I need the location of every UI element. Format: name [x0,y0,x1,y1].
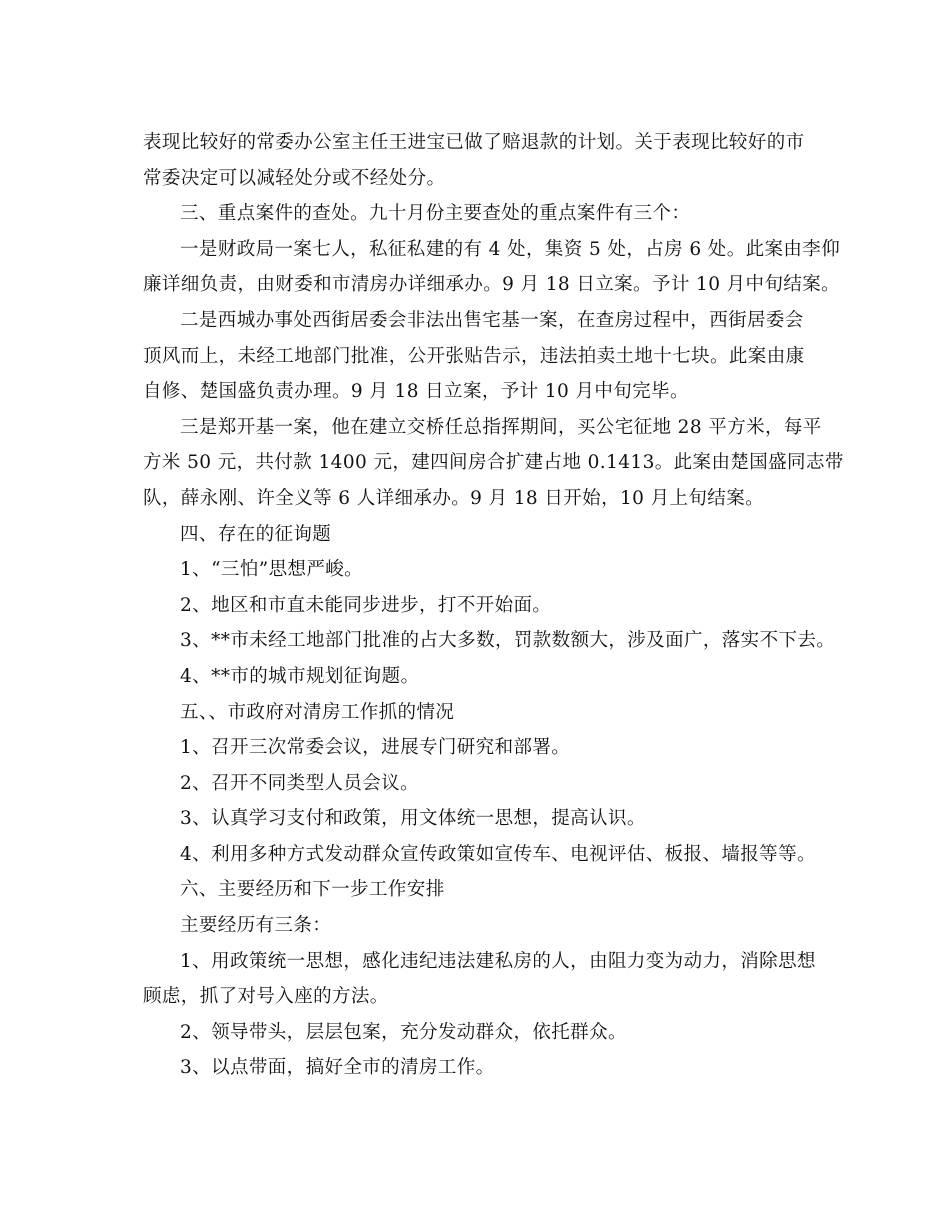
section-heading-4: 四、存在的征询题 [180,523,332,545]
text-line: 三是郑开基一案，他在建立交桥任总指挥期间，买公宅征地 28 平方米，每平 [180,416,822,438]
text-line: 一是财政局一案七人，私征私建的有 4 处，集资 5 处，占房 6 处。此案由李仰 [180,238,841,260]
section-heading-5: 五、、市政府对清房工作抓的情况 [180,701,455,723]
document-body [143,125,844,1086]
list-item: 4、**市的城市规划征询题。 [180,665,420,687]
text-line: 廉详细负责，由财委和市清房办详细承办。9 月 18 日立案。予计 10 月中旬结案。 [143,274,841,296]
section-heading-6: 六、主要经历和下一步工作安排 [180,879,445,901]
text-line: 顾虑，抓了对号入座的方法。 [143,986,389,1008]
list-item: 2、召开不同类型人员会议。 [180,772,419,794]
text-line: 常委决定可以减轻处分或不经处分。 [143,167,446,189]
list-item: 3、认真学习支付和政策，用文体统一思想，提高认识。 [180,808,646,830]
text-line: 二是西城办事处西街居委会非法出售宅基一案，在查房过程中，西街居委会 [180,309,804,331]
text-line: 主要经历有三条： [180,915,332,937]
list-item: 1、用政策统一思想，感化违纪违法建私房的人，由阻力变为动力，消除思想 [180,950,816,972]
text-line: 队，薛永刚、许全义等 6 人详细承办。9 月 18 日开始，10 月上旬结案。 [143,487,765,509]
list-item: 1、召开三次常委会议，进展专门研究和部署。 [180,737,571,759]
list-item: 3、以点带面，搞好全市的清房工作。 [180,1057,495,1079]
text-line: 表现比较好的常委办公室主任王进宝已做了赔退款的计划。关于表现比较好的市 [143,132,805,153]
list-item: 2、领导带头，层层包案，充分发动群众，依托群众。 [180,1021,627,1043]
text-line: 顶风而上，未经工地部门批准，公开张贴告示，违法拍卖土地十七块。此案由康 [143,345,805,367]
list-item: 1、“三怕”思想严峻。 [180,559,364,581]
list-item: 2、地区和市直未能同步进步，打不开始面。 [180,594,552,616]
text-line: 自修、楚国盛负责办理。9 月 18 日立案，予计 10 月中旬完毕。 [143,381,689,403]
list-item: 3、**市未经工地部门批准的占大多数，罚款数额大，涉及面广，落实不下去。 [180,630,836,652]
text-line: 方米 50 元，共付款 1400 元，建四间房合扩建占地 0.1413。此案由楚国盛同志带 [143,452,844,474]
list-item: 4、利用多种方式发动群众宣传政策如宣传车、电视评估、板报、墙报等等。 [180,843,816,865]
section-heading-3: 三、重点案件的查处。九十月份主要查处的重点案件有三个： [180,203,691,225]
